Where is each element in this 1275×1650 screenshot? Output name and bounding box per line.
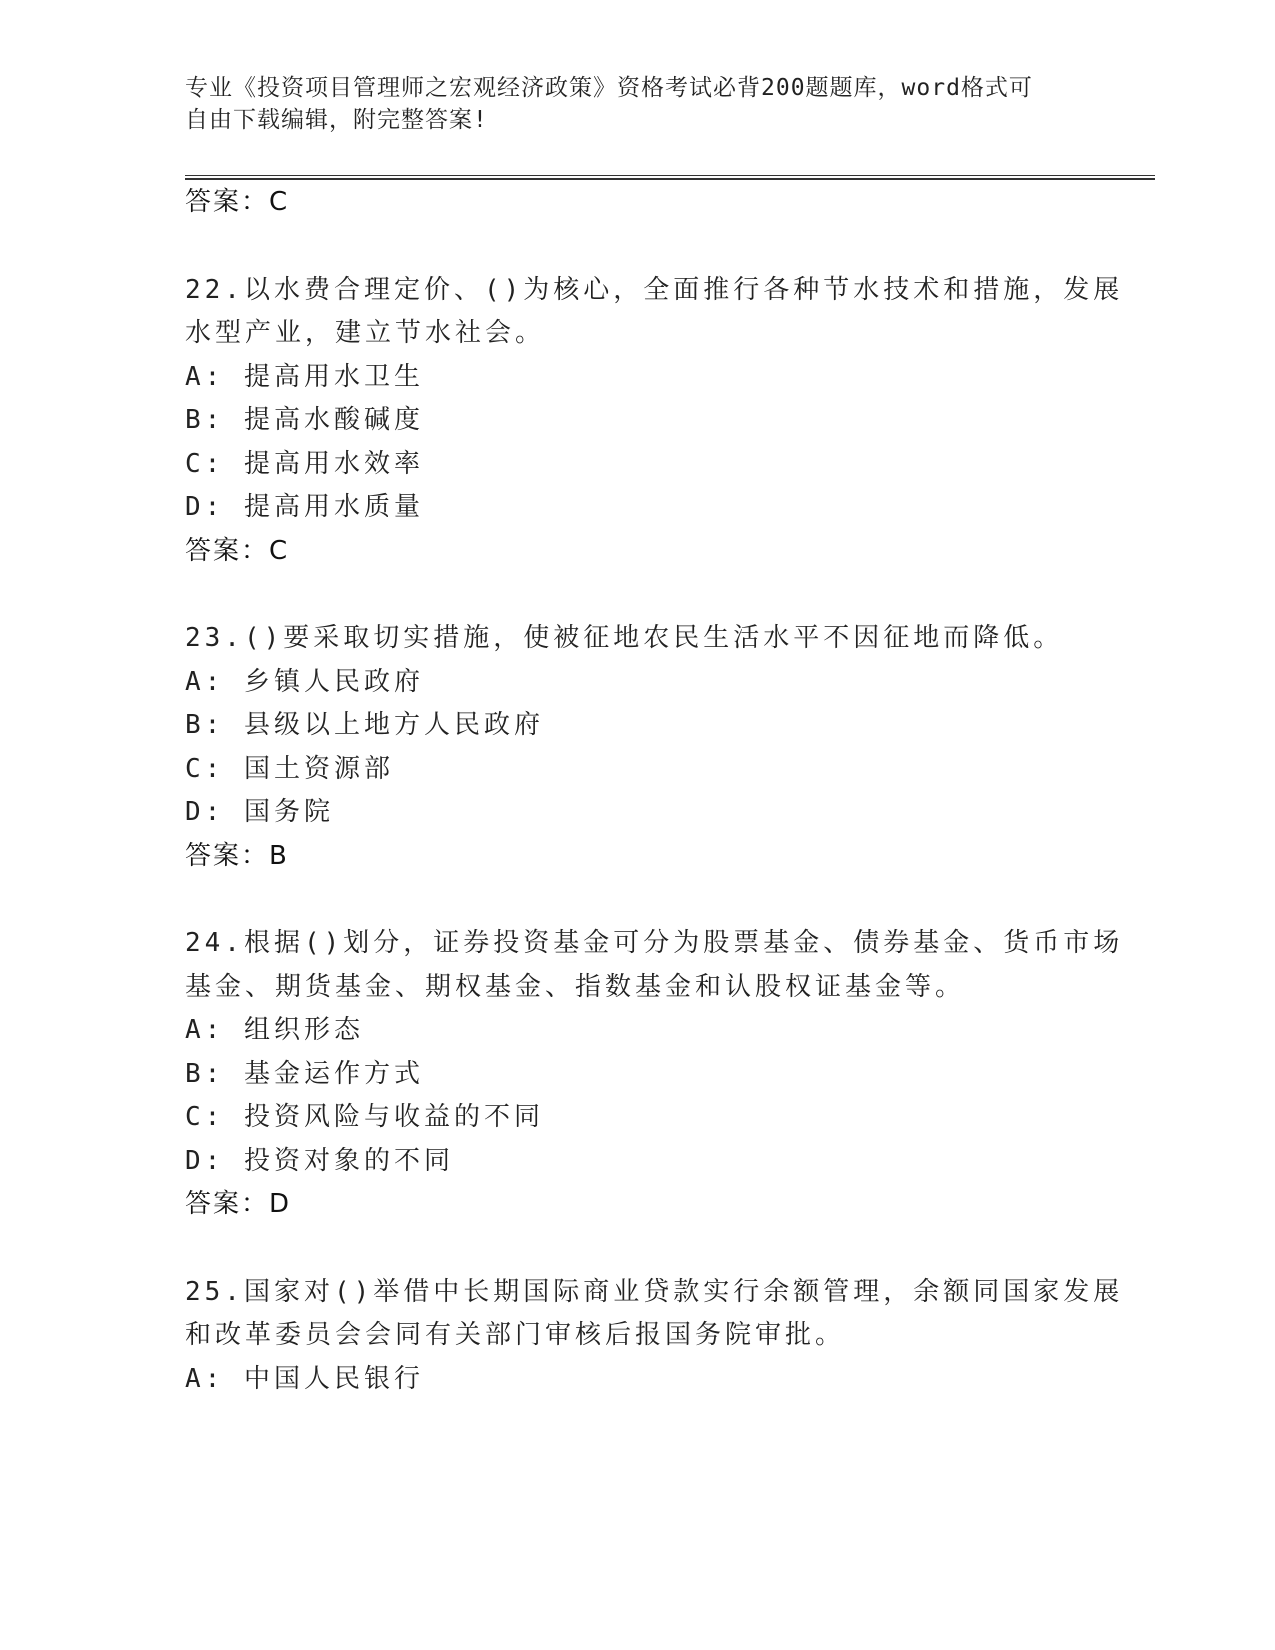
question-22-option-d: D: 提高用水质量 [185,492,424,522]
question-23-option-b: B: 县级以上地方人民政府 [185,710,544,740]
page-header [185,72,1085,136]
question-22-option-b: B: 提高水酸碱度 [185,405,424,435]
question-22-option-c: C: 提高用水效率 [185,449,424,479]
question-25-stem-line-2: 和改革委员会会同有关部门审核后报国务院审批。 [185,1320,846,1350]
question-24-option-c: C: 投资风险与收益的不同 [185,1102,544,1132]
question-25-option-a: A: 中国人民银行 [185,1364,424,1394]
question-23-option-d: D: 国务院 [185,797,334,827]
header-divider [185,175,1155,180]
question-23-option-c: C: 国土资源部 [185,754,394,784]
header-line-1: 专业《投资项目管理师之宏观经济政策》资格考试必背200题题库，word格式可 [185,75,1033,101]
question-24-option-b: B: 基金运作方式 [185,1059,424,1089]
question-22-stem-line-2: 水型产业，建立节水社会。 [185,318,546,348]
question-24-option-a: A: 组织形态 [185,1015,364,1045]
previous-answer: 答案：C [185,187,290,217]
question-24-stem-line-2: 基金、期货基金、期权基金、指数基金和认股权证基金等。 [185,972,966,1002]
question-22-answer: 答案：C [185,536,290,566]
question-24-answer: 答案：D [185,1189,292,1219]
question-23-option-a: A: 乡镇人民政府 [185,667,424,697]
question-25-stem-line-1: 25.国家对()举借中长期国际商业贷款实行余额管理，余额同国家发展 [185,1277,1124,1307]
question-24-option-d: D: 投资对象的不同 [185,1146,454,1176]
question-22-stem-line-1: 22.以水费合理定价、()为核心，全面推行各种节水技术和措施，发展 [185,275,1124,305]
question-23-answer: 答案：B [185,841,289,871]
question-22-option-a: A: 提高用水卫生 [185,362,424,392]
header-line-2: 自由下载编辑，附完整答案! [185,107,488,133]
question-24-stem-line-1: 24.根据()划分，证券投资基金可分为股票基金、债券基金、货币市场 [185,928,1124,958]
question-23-stem-line-1: 23.()要采取切实措施，使被征地农民生活水平不因征地而降低。 [185,623,1064,653]
